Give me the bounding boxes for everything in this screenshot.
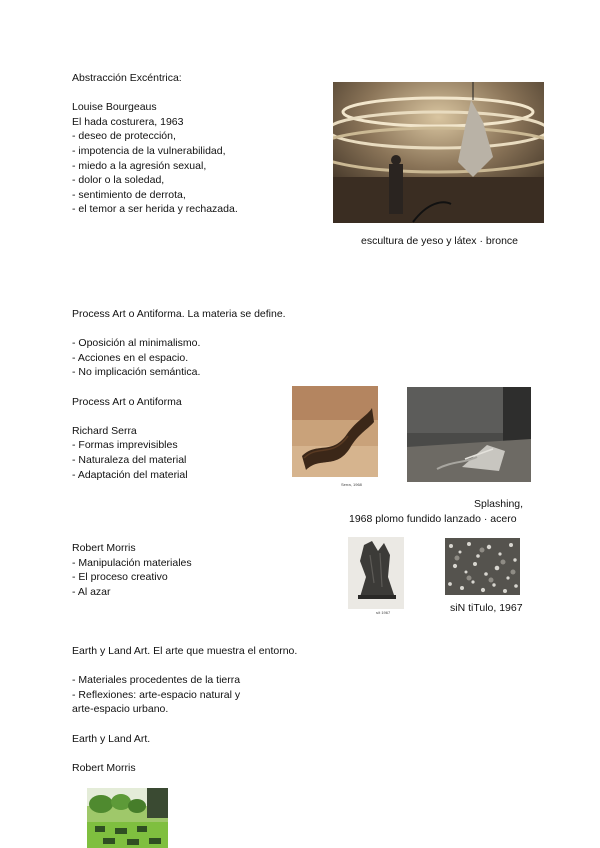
section-heading: Earth y Land Art. El arte que muestra el entorno. <box>72 645 298 657</box>
work-title: El hada costurera, 1963 <box>72 115 184 128</box>
photo-splashing <box>407 387 531 482</box>
list-item: - deseo de protección, <box>72 130 176 143</box>
section-abstraccion <box>72 71 238 217</box>
list-item: - Manipulación materiales <box>72 556 192 569</box>
list-item: - impotencia de la vulnerabilidad, <box>72 144 226 157</box>
photo-serra-sculpture <box>292 386 378 477</box>
list-item: - el temor a ser herida y rechazada. <box>72 203 238 216</box>
photo-label: s/t 1967 <box>376 610 391 615</box>
photo-land-art-garden <box>87 788 168 848</box>
section-earth-land-art <box>72 644 297 775</box>
artist-name: Robert Morris <box>72 542 136 554</box>
photo-caption: siN tiTulo, 1967 <box>450 602 523 614</box>
list-item: - Oposición al minimalismo. <box>72 337 201 350</box>
section-subheading: Process Art o Antiforma <box>72 395 182 408</box>
photo-label: Serra, 1968 <box>341 482 362 487</box>
section-robert-morris <box>72 541 192 599</box>
photo-caption: Splashing, <box>474 498 524 510</box>
artist-name: Richard Serra <box>72 424 137 437</box>
artist-name: Louise Bourgeaus <box>72 101 157 114</box>
list-item: - El proceso creativo <box>72 571 168 584</box>
section-process-art <box>72 307 286 482</box>
list-item: - Adaptación del material <box>72 468 188 481</box>
section-subheading: Earth y Land Art. <box>72 732 151 745</box>
section-heading: Process Art o Antiforma. La materia se define. <box>72 308 286 320</box>
artist-name: Robert Morris <box>72 761 136 774</box>
list-item: - Formas imprevisibles <box>72 439 178 452</box>
list-item: arte-espacio urbano. <box>72 703 169 716</box>
list-item: - sentimiento de derrota, <box>72 188 186 201</box>
list-item: - miedo a la agresión sexual, <box>72 159 207 172</box>
section-heading: Abstracción Excéntrica: <box>72 72 182 84</box>
photo-el-hada-costurera <box>333 82 544 223</box>
list-item: - dolor o la soledad, <box>72 174 165 187</box>
list-item: - Acciones en el espacio. <box>72 351 189 364</box>
list-item: - Naturaleza del material <box>72 453 187 466</box>
photo-sin-titulo <box>445 538 520 595</box>
photo-morris-felt <box>348 537 404 609</box>
photo-caption: 1968 plomo fundido lanzado · acero <box>349 513 517 525</box>
photo-caption: escultura de yeso y látex · bronce <box>361 235 518 247</box>
list-item: - No implicación semántica. <box>72 366 201 379</box>
list-item: - Al azar <box>72 585 111 598</box>
list-item: - Materiales procedentes de la tierra <box>72 674 241 687</box>
list-item: - Reflexiones: arte-espacio natural y <box>72 688 241 701</box>
